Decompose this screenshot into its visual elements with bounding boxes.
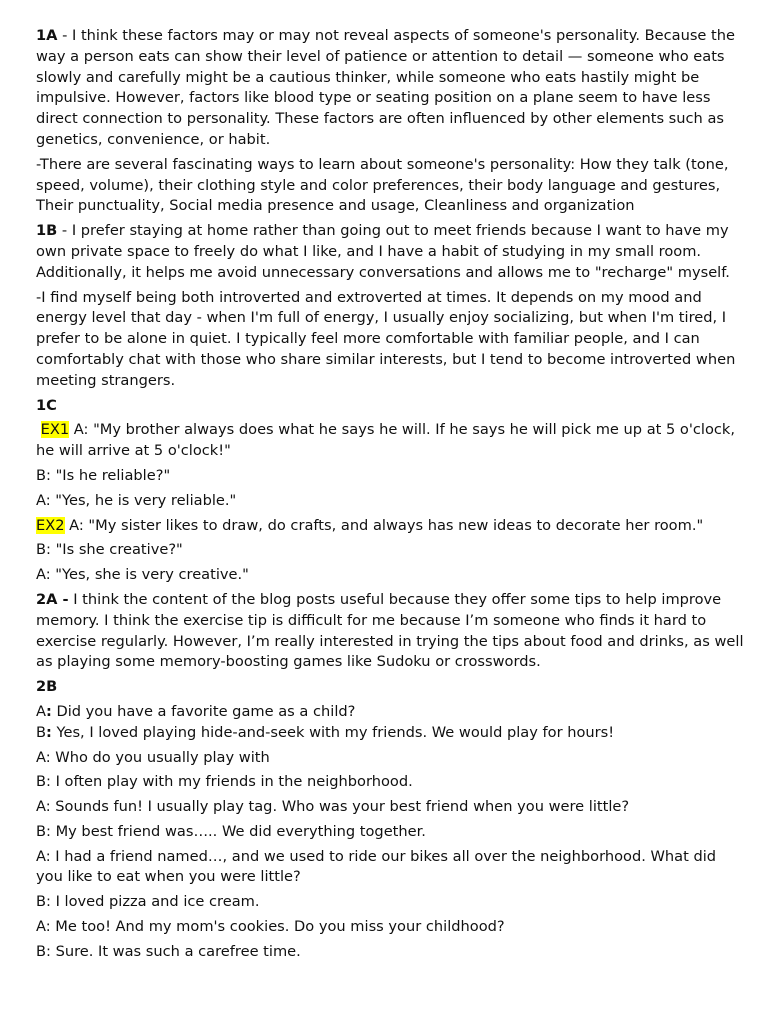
- paragraph-1b-introvert: -I find myself being both introverted and extroverted at times. It depends on my mood and energy level that day - when I'm full of energy, I usually enjoy socializing, but when I'm tired, I prefer to be alone in quiet. I typically feel more comfortable with familiar people, and I can comfortably chat with those who share similar interests, but I tend to become introverted when meeting strangers.: [36, 288, 736, 389]
- dialogue-line-2-text: Yes, I loved playing hide-and-seek with my friends. We would play for hours!: [51, 723, 615, 741]
- dialogue-line-1-text: Did you have a favorite game as a child?: [51, 702, 356, 720]
- dialogue-line-7: A: I had a friend named…, and we used to ride our bikes all over the neighborhood. What did you like to eat when you were little?: [36, 847, 717, 886]
- ex1-line-3: A: "Yes, he is very reliable.": [36, 491, 237, 509]
- ex2-line-1-text: A: "My sister likes to draw, do crafts, and always has new ideas to decorate her room.": [64, 516, 704, 534]
- dialogue-line-10: B: Sure. It was such a carefree time.: [36, 942, 301, 960]
- dialogue-line-2: [36, 723, 744, 744]
- dialogue-line-4: B: I often play with my friends in the neighborhood.: [36, 773, 413, 791]
- section-label-1a: 1A: [36, 27, 58, 44]
- dialogue-line-1-speaker: A: [36, 702, 46, 720]
- dialogue-line-2-colon: :: [46, 723, 52, 741]
- paragraph-2a: [36, 590, 744, 673]
- section-label-2a: 2A -: [36, 590, 69, 608]
- paragraph-1a-ways: -There are several fascinating ways to learn about someone's personality: How they talk (tone, speed, volume), their clothing style and color preferences, their body language and gestures, Their punctuality, Social media presence and usage, Cleanliness and organization: [36, 155, 729, 215]
- ex2-line-3: A: "Yes, she is very creative.": [36, 566, 249, 584]
- paragraph-1a: [36, 26, 744, 151]
- ex1-leading-space: [36, 421, 41, 438]
- dialogue-line-9: A: Me too! And my mom's cookies. Do you miss your childhood?: [36, 918, 505, 936]
- section-label-1c: 1C: [36, 396, 57, 414]
- ex2-line-1: [36, 516, 744, 537]
- dialogue-line-6: B: My best friend was….. We did everything together.: [36, 822, 426, 840]
- ex2-line-2: B: "Is she creative?": [36, 541, 183, 559]
- dialogue-line-1-colon: :: [45, 702, 52, 720]
- dialogue-line-5: A: Sounds fun! I usually play tag. Who was your best friend when you were little?: [36, 798, 630, 816]
- paragraph-1b-text: - I prefer staying at home rather than going out to meet friends because I want to have my own private space to freely do what I like, and I have a habit of studying in my small room. Additionally, it helps me avoid unnecessary conversations and allows me to "recharge" myself.: [36, 222, 730, 281]
- paragraph-1a-text: - I think these factors may or may not reveal aspects of someone's personality. Because the way a person eats can show their level of patience or attention to detail — someone who eats slowly and carefully might be a cautious thinker, while someone who eats hastily might be impulsive. However, factors like blood type or seating position on a plane seem to have less direct connection to personality. These factors are often influenced by other elements such as genetics, convenience, or habit.: [36, 27, 735, 148]
- dialogue-line-8: B: I loved pizza and ice cream.: [36, 893, 260, 911]
- dialogue-line-3: A: Who do you usually play with: [36, 748, 270, 766]
- ex2-highlight-tag: EX2: [36, 516, 65, 534]
- dialogue-line-2-speaker: B: [36, 723, 47, 741]
- paragraph-2a-text: I think the content of the blog posts useful because they offer some tips to help improve memory. I think the exercise tip is difficult for me because I’m someone who finds it hard to exercise regularly. However, I’m really interested in trying the tips about food and drinks, as well as playing some memory-boosting games like Sudoku or crosswords.: [36, 590, 744, 671]
- dialogue-line-1: [36, 702, 744, 723]
- paragraph-1b: [36, 221, 744, 283]
- section-label-1b: 1B: [36, 222, 58, 240]
- section-label-2b: 2B: [36, 678, 58, 696]
- ex1-line-1-text: A: "My brother always does what he says he will. If he says he will pick me up at 5 o'clock, he will arrive at 5 o'clock!": [36, 421, 735, 460]
- ex1-line-1: [36, 420, 744, 462]
- ex1-line-2: B: "Is he reliable?": [36, 466, 171, 484]
- ex1-highlight-tag: EX1: [40, 421, 70, 439]
